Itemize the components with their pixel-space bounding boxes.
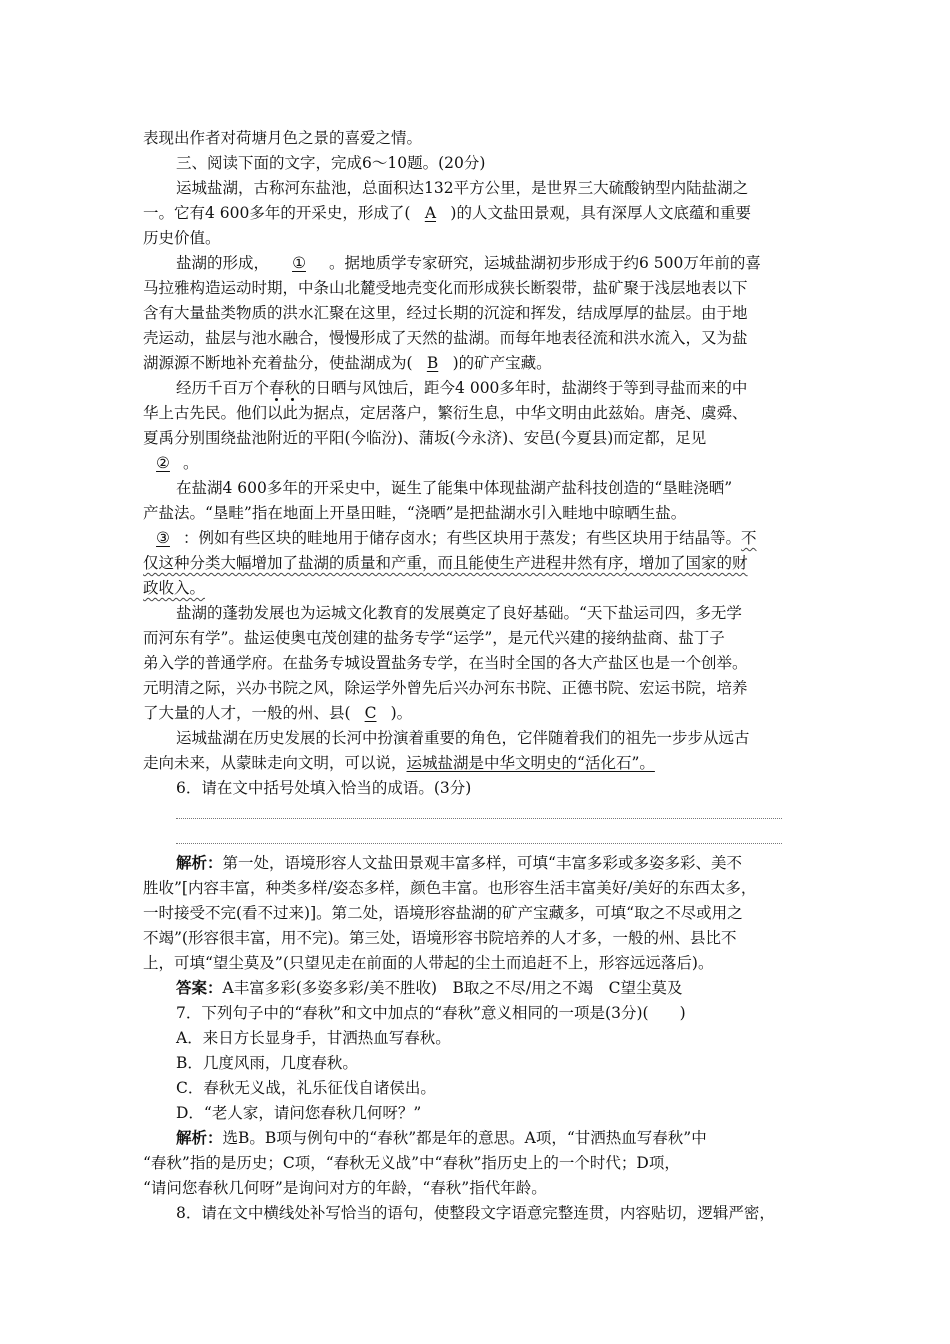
- option-c: C．春秋无义战，礼乐征伐自诸侯出。: [176, 1079, 436, 1097]
- passage-line: [176, 251, 809, 275]
- passage-line: [176, 376, 809, 400]
- answer-label: 答案：: [176, 978, 223, 997]
- answer-line: [176, 843, 782, 844]
- text-line: 表现出作者对荷塘月色之景的喜爱之情。: [143, 129, 423, 147]
- text-span: 湖源源不断地补充着盐分，使盐湖成为(: [143, 354, 413, 372]
- passage-line: [143, 526, 809, 550]
- option-a: A．来日方长显身手，甘洒热血写春秋。: [176, 1029, 451, 1047]
- passage-line: [143, 751, 809, 775]
- option-b: B．几度风雨，几度春秋。: [176, 1054, 358, 1072]
- section-heading: 三、阅读下面的文字，完成6～10题。(20分): [176, 154, 486, 172]
- analysis-line: “春秋”指的是历史；C项，“春秋无义战”中“春秋”指历史上的一个时代；D项，: [143, 1154, 680, 1172]
- analysis-line: “请问您春秋几何呀”是询问对方的年龄，“春秋”指代年龄。: [143, 1179, 547, 1197]
- text-span: )的人文盐田景观，具有深厚人文底蕴和重要: [450, 204, 751, 222]
- passage-line: 夏禹分别围绕盐池附近的平阳(今临汾)、蒲坂(今永济)、安邑(今夏县)而定都，足见: [143, 429, 707, 447]
- blank-c: C: [364, 704, 377, 722]
- passage-line: 产盐法。“垦畦”指在地面上开垦田畦，“浇晒”是把盐湖水引入畦地中晾晒生盐。: [143, 504, 687, 522]
- text-span: 一。它有4 600多年的开采史，形成了(: [143, 204, 411, 222]
- passage-line: 含有大量盐类物质的洪水汇聚在这里，经过长期的沉淀和挥发，结成厚厚的盐层。由于地: [143, 304, 748, 322]
- passage-line: [143, 701, 809, 725]
- blank-a: A: [424, 204, 437, 222]
- text-span: )。: [390, 704, 413, 722]
- text-span: 。据地质学专家研究，运城盐湖初步形成于约6 500万年前的喜: [329, 254, 761, 272]
- passage-line: 运城盐湖在历史发展的长河中扮演着重要的角色，它伴随着我们的祖先一步步从远古: [176, 729, 750, 747]
- blank-1: ①: [292, 254, 306, 272]
- passage-line: 元明清之际，兴办书院之风，除运学外曾先后兴办河东书院、正德书院、宏运书院，培养: [143, 679, 748, 697]
- option-d: D．“老人家，请问您春秋几何呀？”: [176, 1104, 422, 1122]
- wavy-underlined-text: 不: [741, 529, 757, 547]
- text-span: 第一处，语境形容人文盐田景观丰富多样，可填“丰富多彩或多姿多彩、美不: [222, 854, 742, 872]
- analysis-line: [176, 851, 809, 875]
- text-span: 。: [183, 454, 199, 472]
- passage-line: [143, 201, 809, 225]
- passage-line: 华上古先民。他们以此为据点，定居落户，繁衍生息，中华文明由此兹始。唐尧、虞舜、: [143, 404, 748, 422]
- dotted-char: 春: [269, 379, 285, 397]
- text-span: )的矿产宝藏。: [452, 354, 552, 372]
- analysis-label: 解析：: [176, 1128, 223, 1147]
- passage-line: 在盐湖4 600多年的开采史中，诞生了能集中体现盐湖产盐科技创造的“垦畦浇晒”: [176, 479, 733, 497]
- analysis-line: 一时接受不完(看不过来)]。第二处，语境形容盐湖的矿产宝藏多，可填“取之不尽或用之: [143, 904, 743, 922]
- text-span: 的日晒与风蚀后，距今4 000多年时，盐湖终于等到寻盐而来的中: [300, 379, 748, 397]
- wavy-underlined-line: [143, 576, 809, 600]
- text-span: A丰富多彩(多姿多彩/美不胜收) B取之不尽/用之不竭 C望尘莫及: [222, 979, 683, 997]
- blank-3: ③: [156, 529, 170, 547]
- underlined-sentence: 运城盐湖是中华文明史的“活化石”。: [406, 754, 655, 772]
- blank-2: ②: [156, 454, 170, 472]
- analysis-line: 上，可填“望尘莫及”(只望见走在前面的人带起的尘土而追赶不上，形容远远落后)。: [143, 954, 714, 972]
- question-6: 6．请在文中括号处填入恰当的成语。(3分): [176, 779, 472, 797]
- text-span: 走向未来，从蒙昧走向文明，可以说，: [143, 754, 407, 772]
- passage-line: 壳运动，盐层与池水融合，慢慢形成了天然的盐湖。而每年地表径流和洪水流入，又为盐: [143, 329, 748, 347]
- dotted-char: 秋: [284, 379, 301, 397]
- passage-line: [143, 351, 809, 375]
- passage-line: 运城盐湖，古称河东盐池，总面积达132平方公里，是世界三大硫酸钠型内陆盐湖之: [176, 179, 749, 197]
- analysis-line: 不竭”(形容很丰富，用不完)。第三处，语境形容书院培养的人才多，一般的州、县比不: [143, 929, 737, 947]
- text-span: 了大量的人才，一般的州、县(: [143, 704, 351, 722]
- analysis-label: 解析：: [176, 853, 223, 872]
- wavy-underlined-line: 仅这种分类大幅增加了盐湖的质量和产重，而且能使生产进程井然有序，增加了国家的财: [143, 554, 748, 572]
- text-span: 盐湖的形成，: [176, 254, 270, 272]
- answer-line-text: [176, 976, 809, 1000]
- passage-line: 马拉雅构造运动时期，中条山北麓受地壳变化而形成狭长断裂带，盐矿聚于浅层地表以下: [143, 279, 748, 297]
- question-7: 7．下列句子中的“春秋”和文中加点的“春秋”意义相同的一项是(3分)( ): [176, 1004, 686, 1022]
- analysis-line: 胜收”[内容丰富，种类多样/姿态多样，颜色丰富。也形容生活丰富美好/美好的东西太多，: [143, 879, 757, 897]
- passage-line: 弟入学的普通学府。在盐务专城设置盐务专学，在当时全国的各大产盐区也是一个创举。: [143, 654, 748, 672]
- answer-line: [176, 818, 782, 819]
- text-span: 选B。B项与例句中的“春秋”都是年的意思。A项，“甘洒热血写春秋”中: [222, 1129, 707, 1147]
- passage-line: [143, 451, 809, 475]
- text-span: 经历千百万个: [176, 379, 270, 397]
- text-span: ：例如有些区块的畦地用于储存卤水；有些区块用于蒸发；有些区块用于结晶等。: [183, 529, 742, 547]
- analysis-line: [176, 1126, 809, 1150]
- passage-line: 而河东有学”。盐运使奥屯茂创建的盐务专学“运学”，是元代兴建的接纳盐商、盐丁子: [143, 629, 725, 647]
- question-8: 8．请在文中横线处补写恰当的语句，使整段文字语意完整连贯，内容贴切，逻辑严密，: [176, 1204, 775, 1222]
- passage-line: 历史价值。: [143, 229, 221, 247]
- blank-b: B: [426, 354, 439, 372]
- wavy-underlined-text: 政收入。: [143, 579, 206, 597]
- passage-line: 盐湖的蓬勃发展也为运城文化教育的发展奠定了良好基础。“天下盐运司四，多无学: [176, 604, 742, 622]
